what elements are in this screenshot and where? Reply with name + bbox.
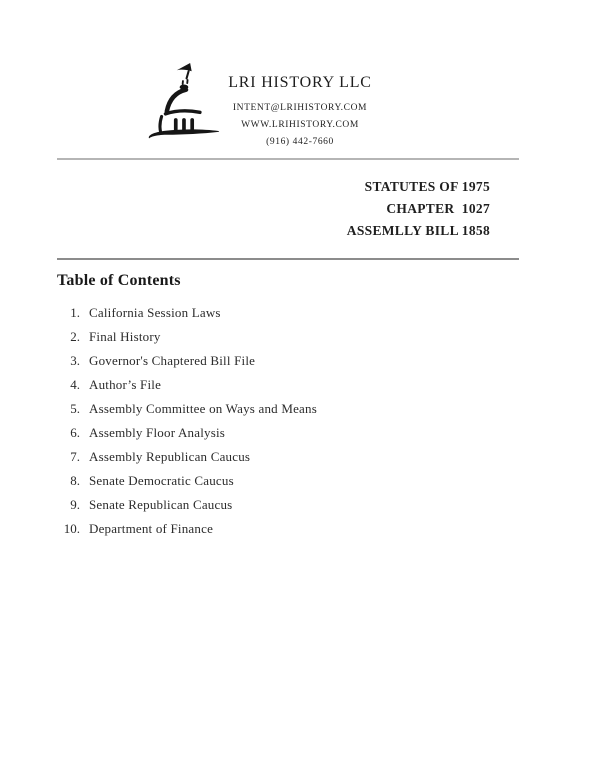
toc-item — [0, 349, 600, 373]
toc-item — [0, 373, 600, 397]
toc-item-number: 8. — [70, 473, 80, 488]
toc-item — [0, 421, 600, 445]
toc-item — [0, 469, 600, 493]
toc-item-number: 9. — [70, 497, 80, 512]
divider-top — [57, 158, 519, 160]
toc-item-label: California Session Laws — [89, 305, 221, 320]
toc-item-label: Department of Finance — [89, 521, 214, 536]
toc-item-number: 3. — [70, 353, 80, 368]
divider-bottom — [57, 258, 519, 260]
toc-item — [0, 445, 600, 469]
toc-item-label: Senate Republican Caucus — [89, 497, 233, 512]
toc-item — [0, 517, 600, 541]
statutes-line: STATUTES OF 1975 — [364, 179, 490, 194]
toc-item-label: Final History — [89, 329, 161, 344]
toc-item-label: Author’s File — [89, 377, 162, 392]
toc-item-number: 2. — [70, 329, 80, 344]
toc-item-label: Senate Democratic Caucus — [89, 473, 234, 488]
toc-item-label: Assembly Republican Caucus — [89, 449, 251, 464]
company-name: LRI HISTORY LLC — [228, 74, 372, 91]
toc-item — [0, 301, 600, 325]
toc-item-number: 5. — [70, 401, 80, 416]
contact-website: WWW.LRIHISTORY.COM — [241, 120, 359, 130]
contact-email: INTENT@LRIHISTORY.COM — [232, 103, 368, 113]
toc-item-number: 6. — [70, 425, 80, 440]
toc-item-label: Assembly Floor Analysis — [89, 425, 226, 440]
contact-phone: (916) 442-7660 — [266, 137, 334, 147]
toc-item — [0, 397, 600, 421]
toc-title: Table of Contents — [57, 272, 181, 289]
toc-item — [0, 325, 600, 349]
toc-item-number: 7. — [70, 449, 80, 464]
toc-item-number: 10. — [63, 521, 80, 536]
letterhead — [0, 73, 600, 151]
toc-item-label: Governor's Chaptered Bill File — [89, 353, 256, 368]
toc-list — [0, 301, 600, 541]
toc-item-number: 1. — [70, 305, 80, 320]
statute-reference — [347, 176, 490, 242]
toc-item-number: 4. — [70, 377, 80, 392]
chapter-line: CHAPTER 1027 — [386, 201, 490, 216]
toc-item-label: Assembly Committee on Ways and Means — [89, 401, 317, 416]
contact-block — [0, 100, 600, 151]
assembly-bill-line: ASSEMLLY BILL 1858 — [346, 223, 490, 238]
toc-item — [0, 493, 600, 517]
